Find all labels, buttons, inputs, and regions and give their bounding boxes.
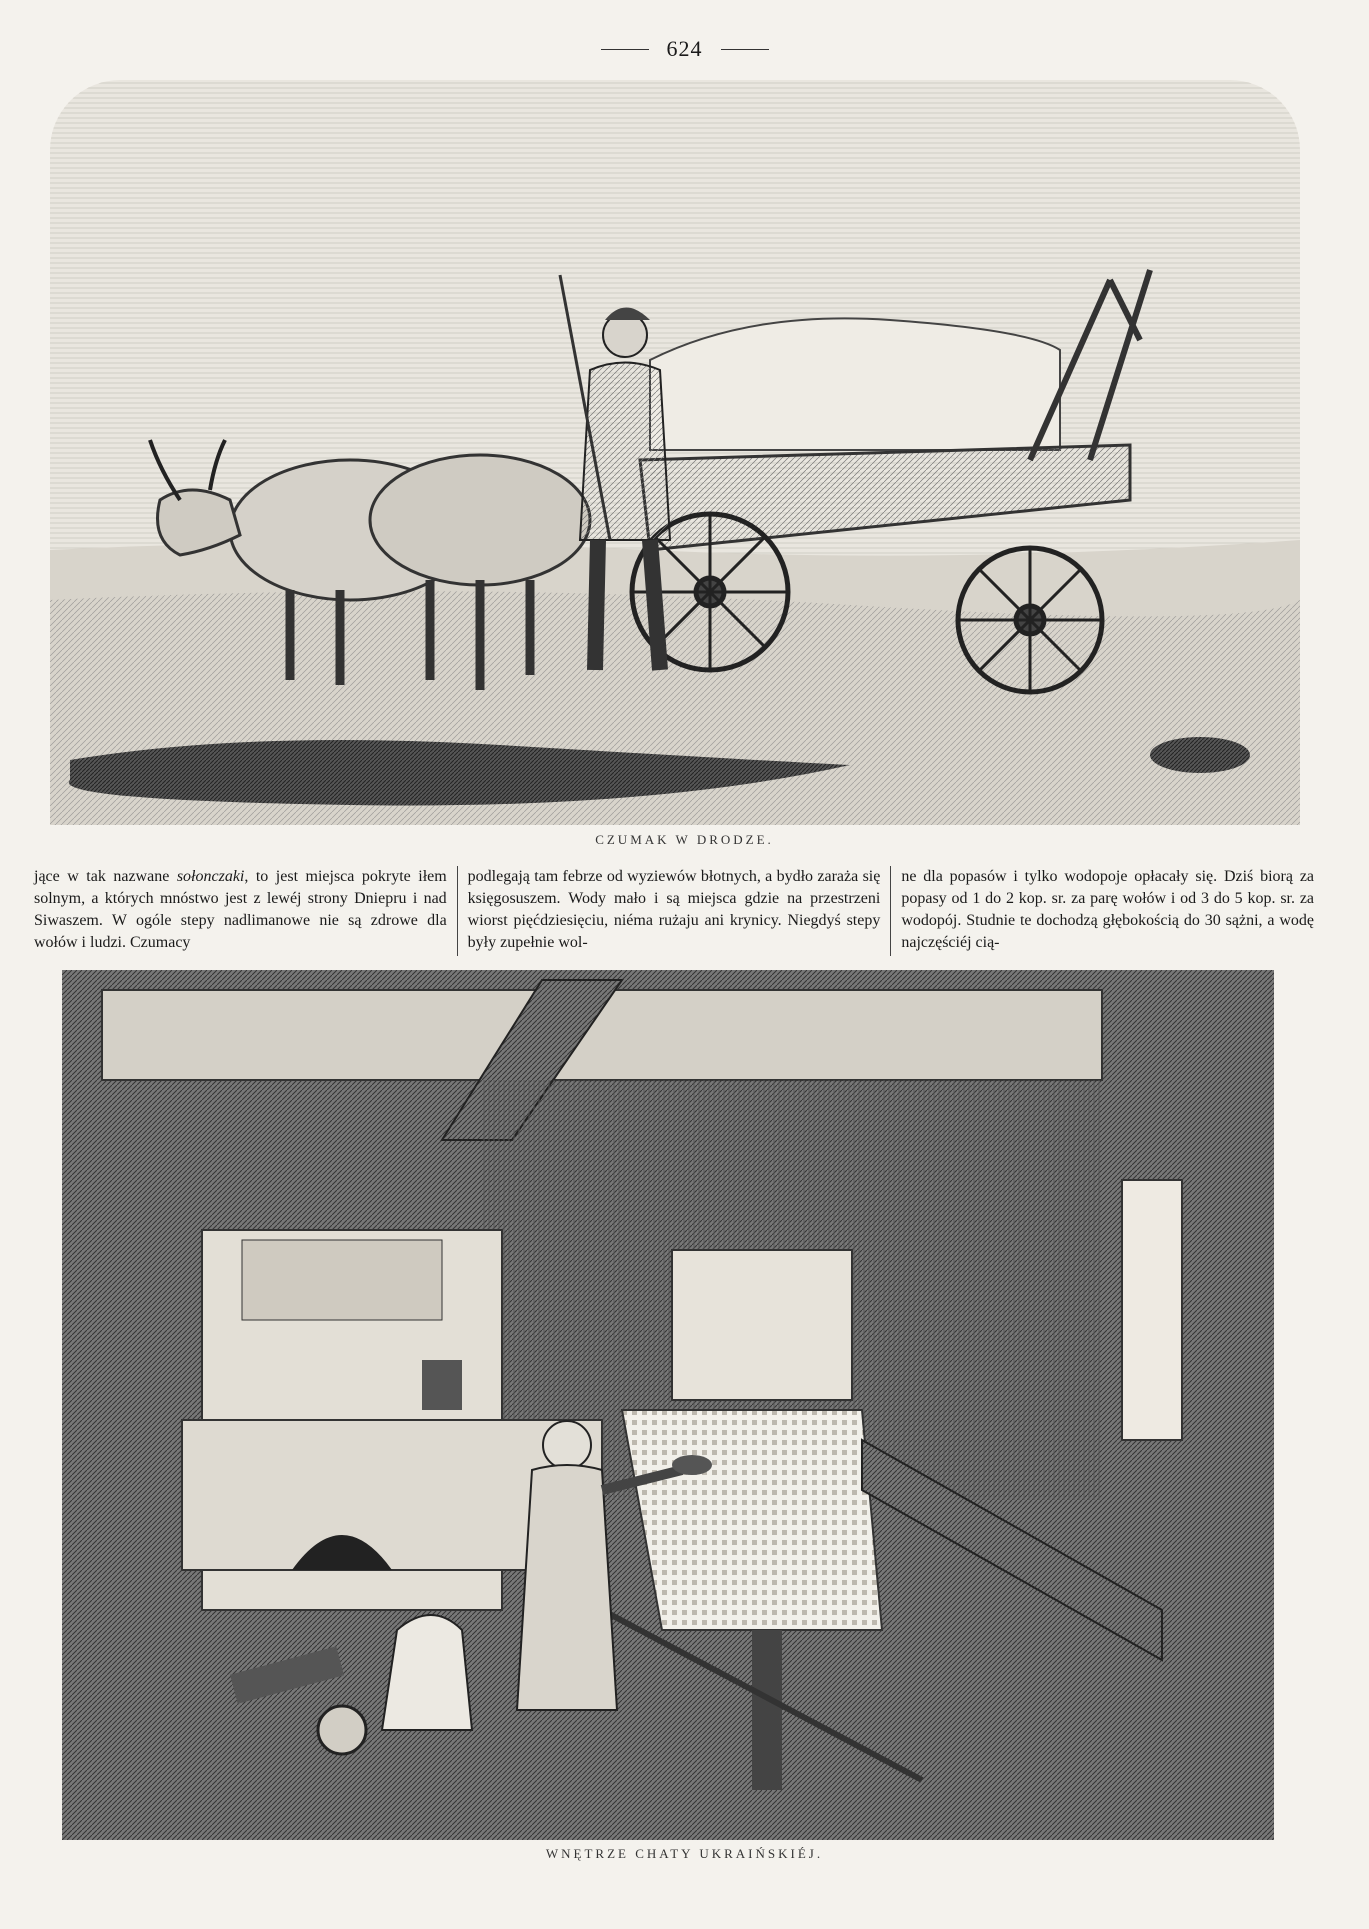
header-rule-right <box>721 49 769 50</box>
text-paragraph-2: podlegają tam febrze od wyziewów błotnych, a bydło zaraża się księgosuszem. Wody mało i są miejsca gdzie na przestrzeni wiorst pięćdziesięciu, niéma rużaju ani krynicy. Niegdyś stepy były zupełnie wol- <box>467 868 881 951</box>
interior-illustration <box>62 970 1274 1840</box>
figure-caption-wnetrze: WNĘTRZE CHATY UKRAIŃSKIÉJ. <box>545 1846 824 1861</box>
text-column-1 <box>24 866 457 956</box>
text-run: , to jest miejsca pokryte iłem solnym, a których mnóstwo jest z lewéj strony Dniepru i nad Siwaszem. W ogóle stepy nadlimanowe nie są zdrowe dla wołów i ludzi. Czumacy <box>34 868 447 951</box>
text-paragraph-3: ne dla popasów i tylko wodopoje opłacały się. Dziś biorą za popasy od 1 do 2 kop. sr. za parę wołów i od 3 do 5 kop. sr. za wodopój. Studnie te dochodzą głębokością do 30 sążni, a wodę najczęściéj cią- <box>901 868 1315 951</box>
page-header <box>0 36 1369 62</box>
chest <box>672 1250 852 1400</box>
cart-wheel-rear <box>958 548 1102 692</box>
figure-caption-czumak: CZUMAK W DRODZE. <box>595 832 774 847</box>
text-paragraph-1 <box>34 866 447 954</box>
page-number: 624 <box>666 36 703 61</box>
italic-term: sołonczaki <box>176 868 245 885</box>
header-rule-left <box>601 49 649 50</box>
engraving-czumak-w-drodze <box>50 80 1300 825</box>
text-run: jące w tak nazwane <box>34 868 177 885</box>
article-text <box>24 866 1324 956</box>
engraving-wnetrze-chaty <box>62 970 1274 1840</box>
text-column-3 <box>890 866 1324 956</box>
czumak-illustration <box>50 80 1300 825</box>
text-column-2 <box>457 866 891 956</box>
